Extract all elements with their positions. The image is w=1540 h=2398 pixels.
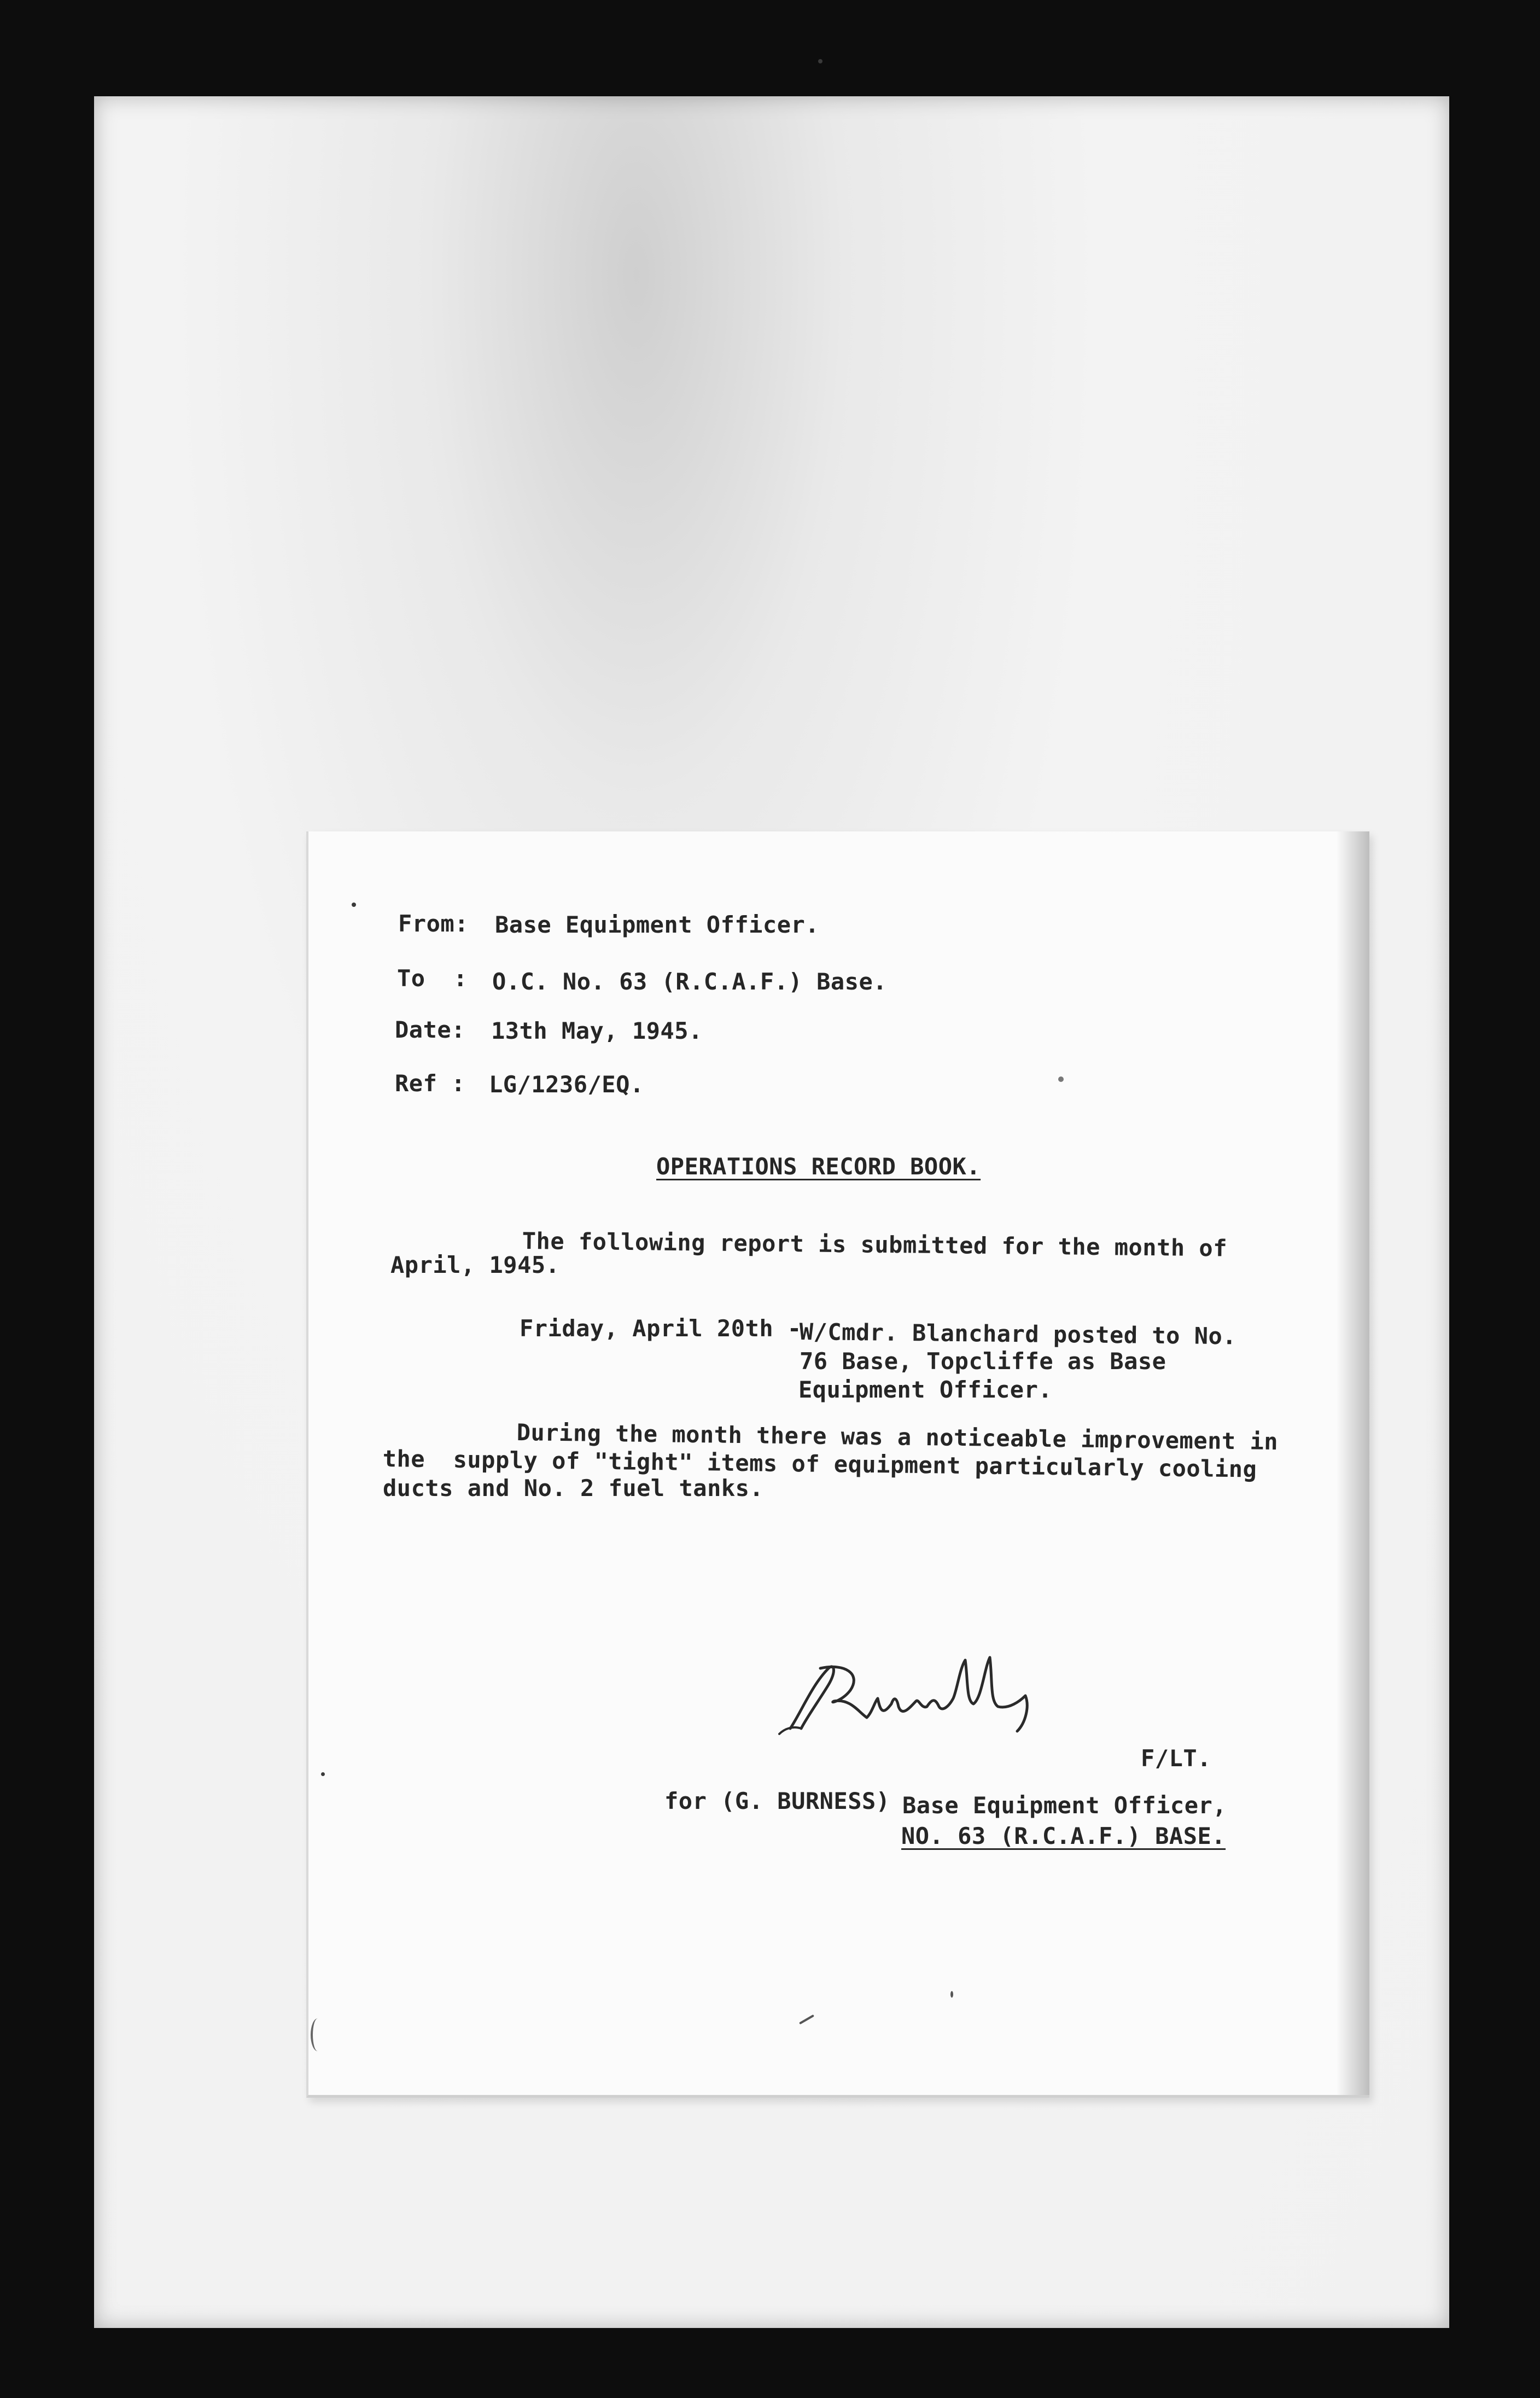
signature-title-line-1: Base Equipment Officer, (902, 1792, 1227, 1819)
to-label: To : (397, 965, 468, 992)
film-speck (1058, 1076, 1064, 1082)
for-line: for (G. BURNESS) (664, 1788, 890, 1814)
signature-rank: F/LT. (1141, 1745, 1211, 1772)
film-speck (321, 1772, 325, 1776)
paragraph-1-line-1: The following report is submitted for the month of (522, 1227, 1228, 1262)
paragraph-2-line-2: the supply of "tight" items of equipment particularly cooling (382, 1445, 1257, 1483)
date-label: Date: (395, 1016, 465, 1043)
entry-line-3: Equipment Officer. (798, 1376, 1053, 1403)
paragraph-2-line-1: During the month there was a noticeable improvement in (516, 1419, 1279, 1456)
handwritten-signature (768, 1646, 1075, 1756)
to-value: O.C. No. 63 (R.C.A.F.) Base. (492, 968, 888, 995)
film-speck (818, 59, 822, 63)
ref-label: Ref : (395, 1070, 465, 1097)
signature-title-line-2: NO. 63 (R.C.A.F.) BASE. (901, 1823, 1226, 1849)
entry-line-2: 76 Base, Topcliffe as Base (800, 1348, 1166, 1375)
entry-date: Friday, April 20th - (520, 1315, 802, 1342)
film-speck (950, 1991, 953, 1998)
paragraph-2-line-3: ducts and No. 2 fuel tanks. (383, 1475, 764, 1501)
page-title: OPERATIONS RECORD BOOK. (656, 1153, 981, 1180)
date-value: 13th May, 1945. (491, 1017, 703, 1044)
from-label: From: (398, 910, 469, 937)
from-value: Base Equipment Officer. (495, 911, 820, 938)
ref-value: LG/1236/EQ. (489, 1071, 644, 1098)
paragraph-1-line-2: April, 1945. (390, 1252, 560, 1278)
film-speck (352, 903, 356, 907)
page-curl-mark (311, 2018, 325, 2051)
entry-line-1: W/Cmdr. Blanchard posted to No. (799, 1318, 1237, 1350)
